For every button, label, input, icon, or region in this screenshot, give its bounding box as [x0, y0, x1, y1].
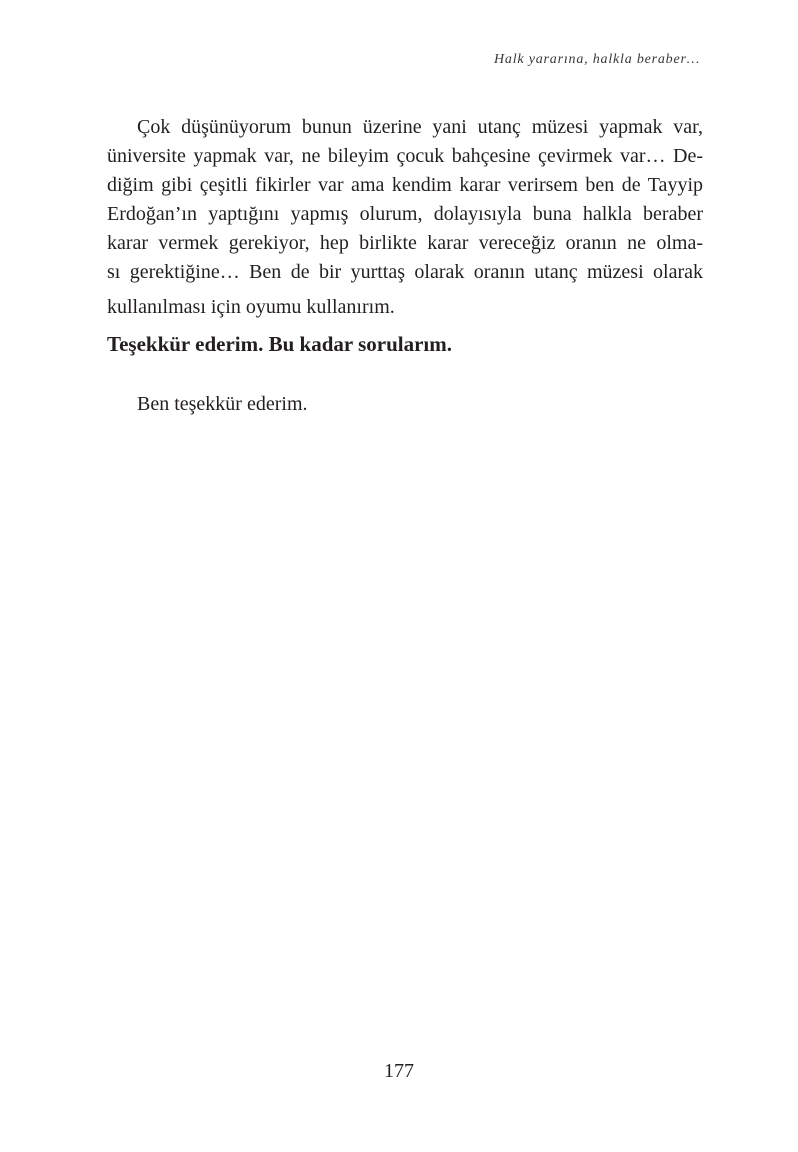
page-number: 177	[384, 1060, 414, 1082]
paragraph-line: Erdoğan’ın yaptığını yapmış olurum, dolayısıyla buna halkla beraber	[107, 203, 703, 225]
paragraph-line: kullanılması için oyumu kullanırım.	[107, 296, 395, 318]
answer-paragraph	[107, 113, 703, 322]
paragraph-line: Çok düşünüyorum bunun üzerine yani utanç müzesi yapmak var,	[137, 116, 703, 138]
paragraph-line: üniversite yapmak var, ne bileyim çocuk bahçesine çevirmek var… De-	[107, 145, 703, 167]
paragraph-line: karar vermek gerekiyor, hep birlikte karar vereceğiz oranın ne olma-	[107, 232, 703, 254]
interview-answer: Ben teşekkür ederim.	[137, 393, 308, 415]
paragraph-line: sı gerektiğine… Ben de bir yurttaş olarak oranın utanç müzesi olarak	[107, 261, 703, 283]
interview-question: Teşekkür ederim. Bu kadar sorularım.	[107, 332, 452, 356]
running-header: Halk yararına, halkla beraber…	[494, 52, 700, 67]
paragraph-line: diğim gibi çeşitli fikirler var ama kendim karar verirsem ben de Tayyip	[107, 174, 703, 196]
